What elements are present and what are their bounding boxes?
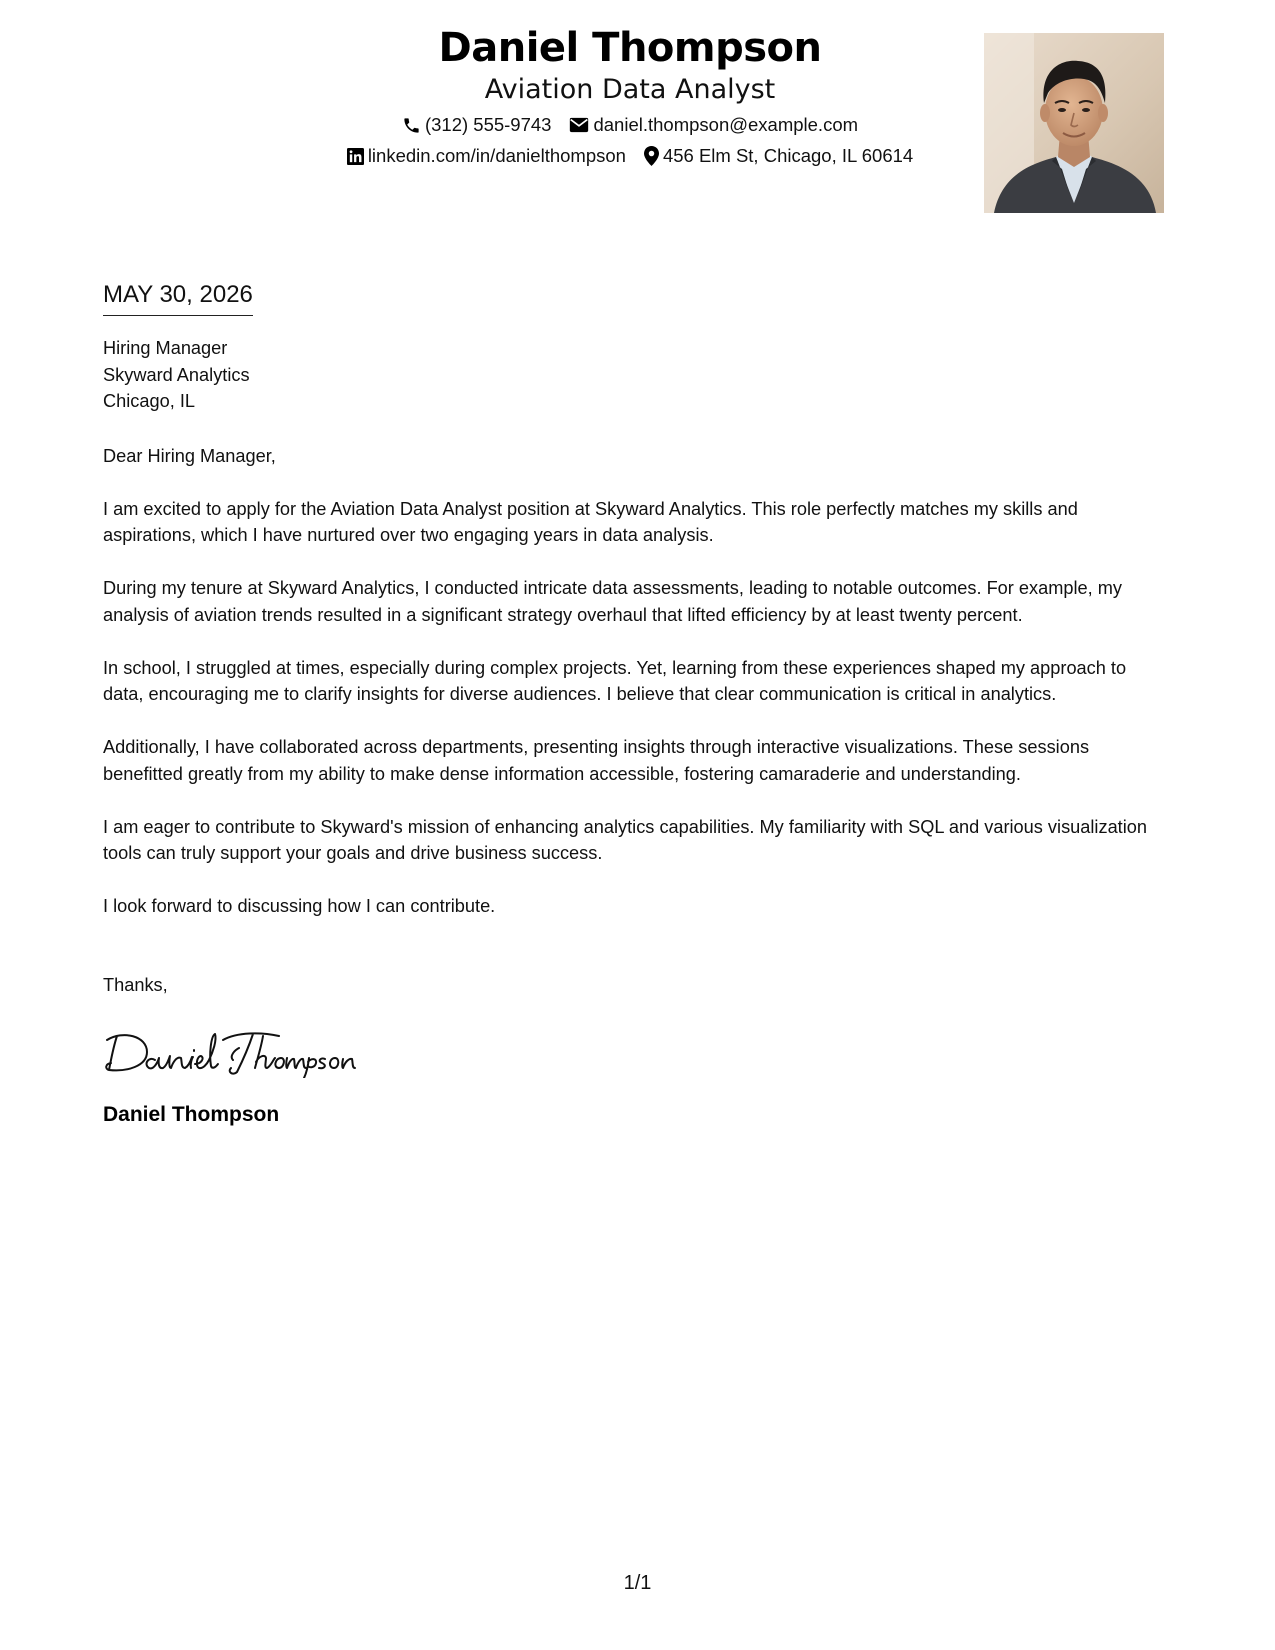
recipient-location: Chicago, IL [103, 391, 196, 411]
paragraph: I am excited to apply for the Aviation Data Analyst position at Skyward Analytics. This role perfectly matches my skills and aspirations, which I have nurtured over two engaging years in data analysis. [103, 498, 1078, 545]
contact-linkedin[interactable] [347, 145, 626, 167]
paragraph: During my tenure at Skyward Analytics, I conducted intricate data assessments, leading to notable outcomes. For example, my analysis of aviation trends resulted in a significant strategy overhaul that lifted efficiency by at least twenty percent. [103, 578, 1122, 625]
phone-icon [402, 116, 421, 135]
recipient-company: Skyward Analytics [103, 364, 250, 385]
salutation: Dear Hiring Manager, [103, 445, 276, 466]
map-pin-icon [644, 146, 659, 166]
email-text: daniel.thompson@example.com [593, 114, 859, 135]
letter-body [103, 278, 1168, 1128]
recipient-block [103, 335, 1168, 415]
envelope-icon [569, 117, 589, 133]
applicant-name: Daniel Thompson [438, 25, 822, 71]
contact-address [644, 145, 913, 167]
applicant-photo [984, 33, 1164, 213]
signer-name: Daniel Thompson [103, 1103, 280, 1126]
phone-text: (312) 555-9743 [424, 114, 552, 135]
paragraph: I am eager to contribute to Skyward's mission of enhancing analytics capabilities. My familiarity with SQL and various visualization tools can truly support your goals and drive business success. [103, 816, 1148, 863]
address-text: 456 Elm St, Chicago, IL 60614 [662, 145, 914, 166]
applicant-role: Aviation Data Analyst [484, 74, 776, 105]
paragraph: Additionally, I have collaborated across departments, presenting insights through interactive visualizations. These sessions benefitted greatly from my ability to make dense information accessible, fostering camaraderie and understanding. [103, 737, 1090, 784]
contact-phone[interactable] [402, 114, 552, 136]
closing: Thanks, [103, 974, 168, 995]
letter-date: MAY 30, 2026 [103, 278, 253, 316]
paragraph: In school, I struggled at times, especially during complex projects. Yet, learning from these experiences shaped my approach to data, encouraging me to clarify insights for diverse audiences. I believe that clear communication is critical in analytics. [103, 657, 1127, 704]
page-number: 1/1 [623, 1572, 652, 1594]
linkedin-text: linkedin.com/in/danielthompson [367, 145, 626, 166]
linkedin-icon [347, 148, 364, 165]
recipient-title: Hiring Manager [103, 338, 228, 358]
contact-email[interactable] [569, 114, 858, 136]
paragraph: I look forward to discussing how I can contribute. [103, 896, 496, 916]
handwritten-signature [103, 1026, 1168, 1078]
